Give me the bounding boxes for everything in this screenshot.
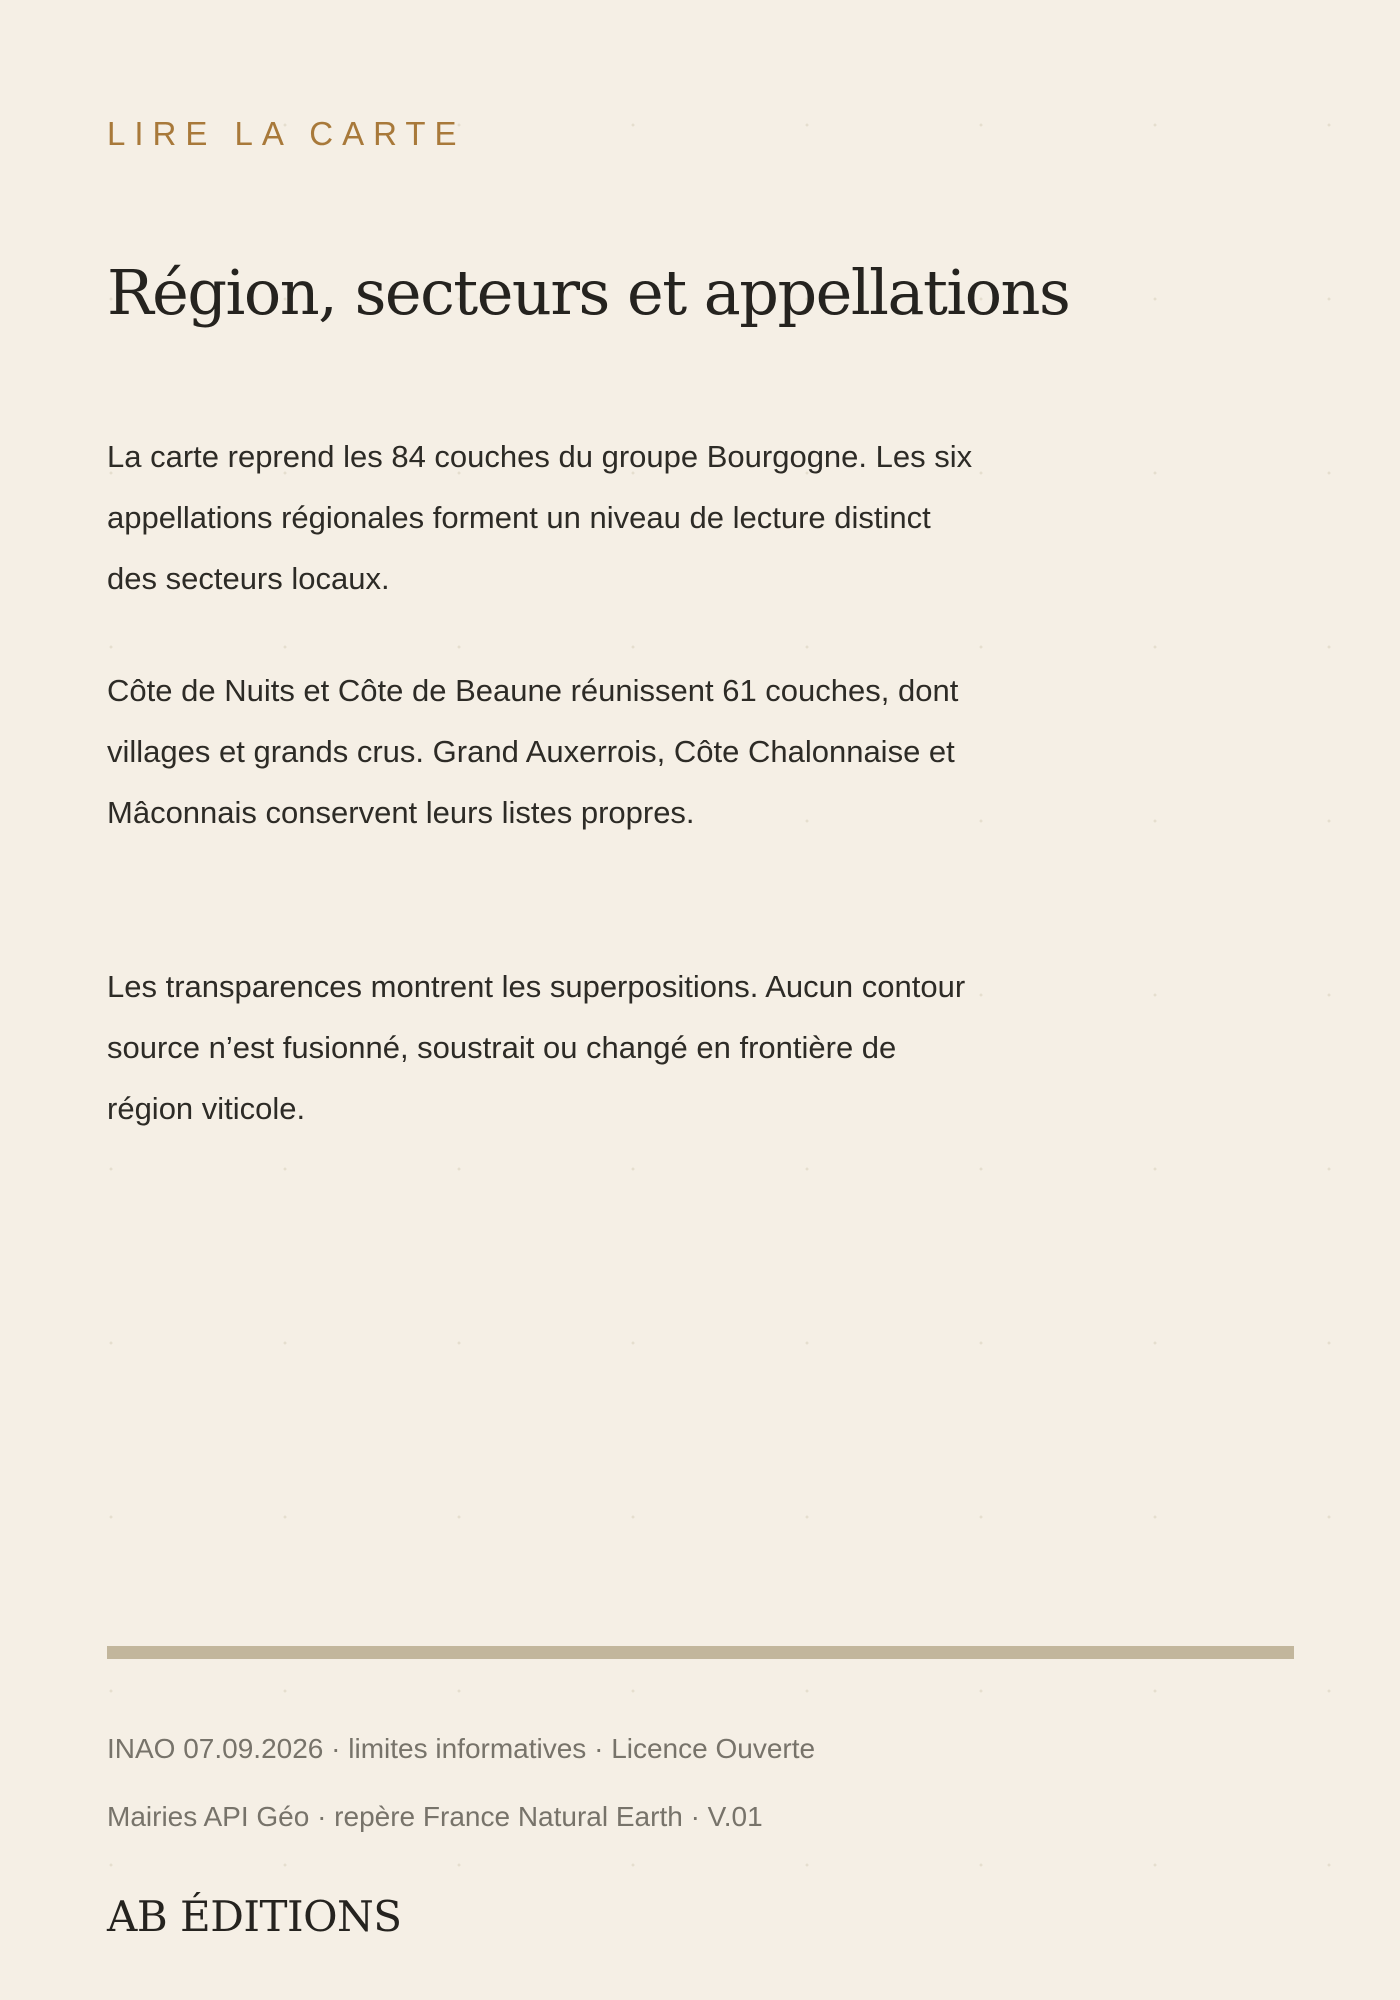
paragraph-sectors: Côte de Nuits et Côte de Beaune réunissent 61 couches, dont villages et grands crus. Grand Auxerrois, Côte Chalonnaise et Mâconnais conservent leurs listes propres. (107, 673, 959, 830)
footer-divider (107, 1646, 1294, 1659)
footer-sources-line: INAO 07.09.2026 · limites informatives · Licence Ouverte (107, 1733, 816, 1764)
paragraph-transparency: Les transparences montrent les superpositions. Aucun contour source n’est fusionné, soustrait ou changé en frontière de région viticole. (107, 969, 966, 1126)
publisher-logo: AB ÉDITIONS (107, 1892, 402, 1941)
paragraph-intro: La carte reprend les 84 couches du groupe Bourgogne. Les six appellations régionales forment un niveau de lecture distinct des secteurs locaux. (107, 439, 973, 596)
section-kicker: LIRE LA CARTE (107, 115, 466, 152)
page-title: Région, secteurs et appellations (107, 256, 1070, 329)
footer-credits-line: Mairies API Géo · repère France Natural Earth · V.01 (107, 1801, 763, 1832)
page (107, 0, 1294, 2000)
